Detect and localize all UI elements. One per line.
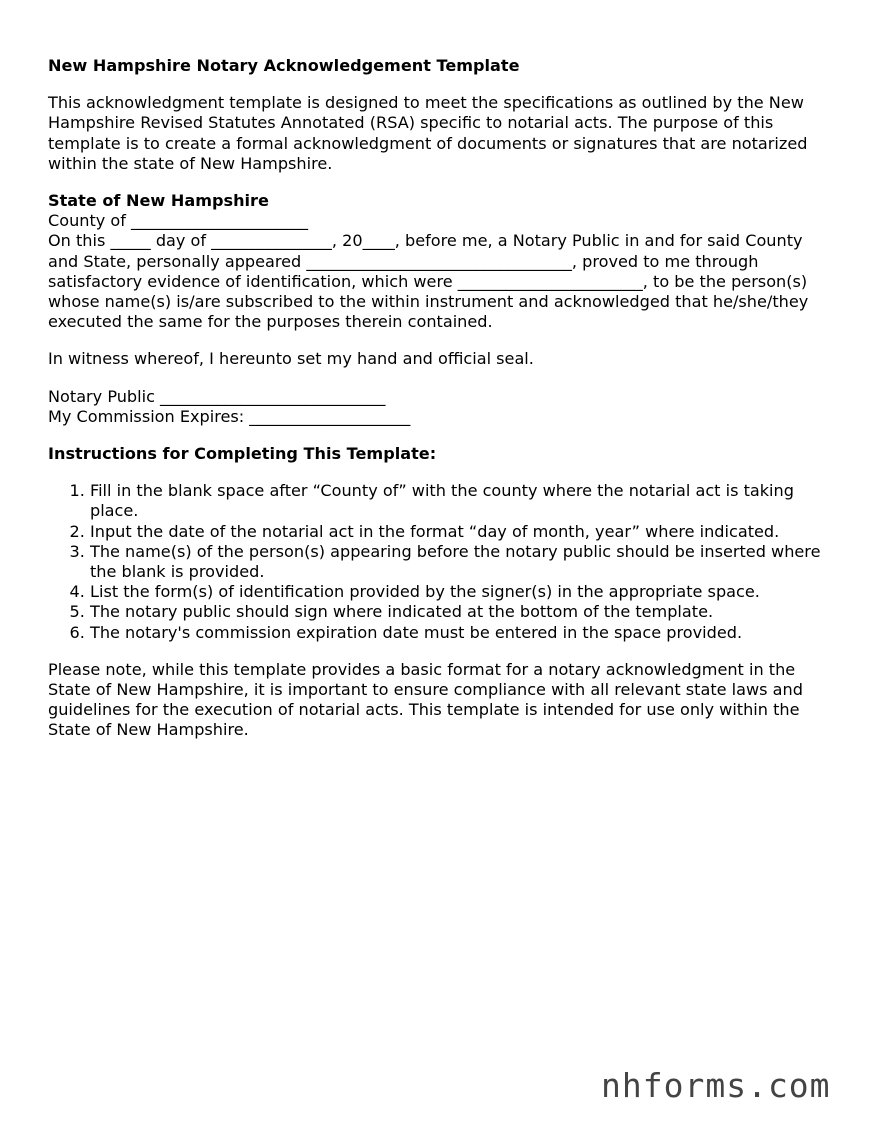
list-item: 6. The notary's commission expiration date must be entered in the space provided. (90, 623, 828, 643)
watermark: nhforms.com (601, 1066, 831, 1105)
list-item: 2. Input the date of the notarial act in the format “day of month, year” where indicated. (90, 522, 828, 542)
commission-expires-line: My Commission Expires: ____________________ (48, 406, 411, 426)
list-item: 3. The name(s) of the person(s) appearing before the notary public should be inserted where the blank is provided. (90, 542, 828, 582)
intro-paragraph: This acknowledgment template is designed to meet the specifications as outlined by the New Hampshire Revised Statutes Annotated (RSA) specific to notarial acts. The purpose of this template is to create a formal acknowledgment of documents or signatures that are notarized within the state of New Hampshire. (48, 93, 808, 173)
state-heading: State of New Hampshire (48, 191, 269, 211)
document-page (48, 56, 828, 741)
notary-public-line: Notary Public ____________________________ (48, 386, 386, 406)
instructions-list (48, 481, 828, 643)
instructions-heading: Instructions for Completing This Template: (48, 444, 437, 464)
witness-statement: In witness whereof, I hereunto set my hand and official seal. (48, 349, 534, 369)
county-line: County of ______________________ (48, 211, 309, 231)
document-title: New Hampshire Notary Acknowledgement Template (48, 56, 520, 75)
list-item: 5. The notary public should sign where indicated at the bottom of the template. (90, 602, 828, 622)
closing-note: Please note, while this template provides a basic format for a notary acknowledgment in the State of New Hampshire, it is important to ensure compliance with all relevant state laws and guidelines for the execution of notarial acts. This template is intended for use only within the State of New Hampshire. (48, 659, 803, 740)
list-item: 4. List the form(s) of identification provided by the signer(s) in the appropriate space. (90, 582, 828, 602)
list-item: 1. Fill in the blank space after “County of” with the county where the notarial act is taking place. (90, 481, 828, 521)
acknowledgment-body: On this _____ day of _______________, 20____, before me, a Notary Public in and for said County and State, personally appeared _________________________________, proved to me through satisfactory evidence of identification, which were _______________________, to be the person(s) whose name(s) is/are subscribed to the within instrument and acknowledged that he/she/they executed the same for the purposes therein contained. (48, 231, 809, 332)
